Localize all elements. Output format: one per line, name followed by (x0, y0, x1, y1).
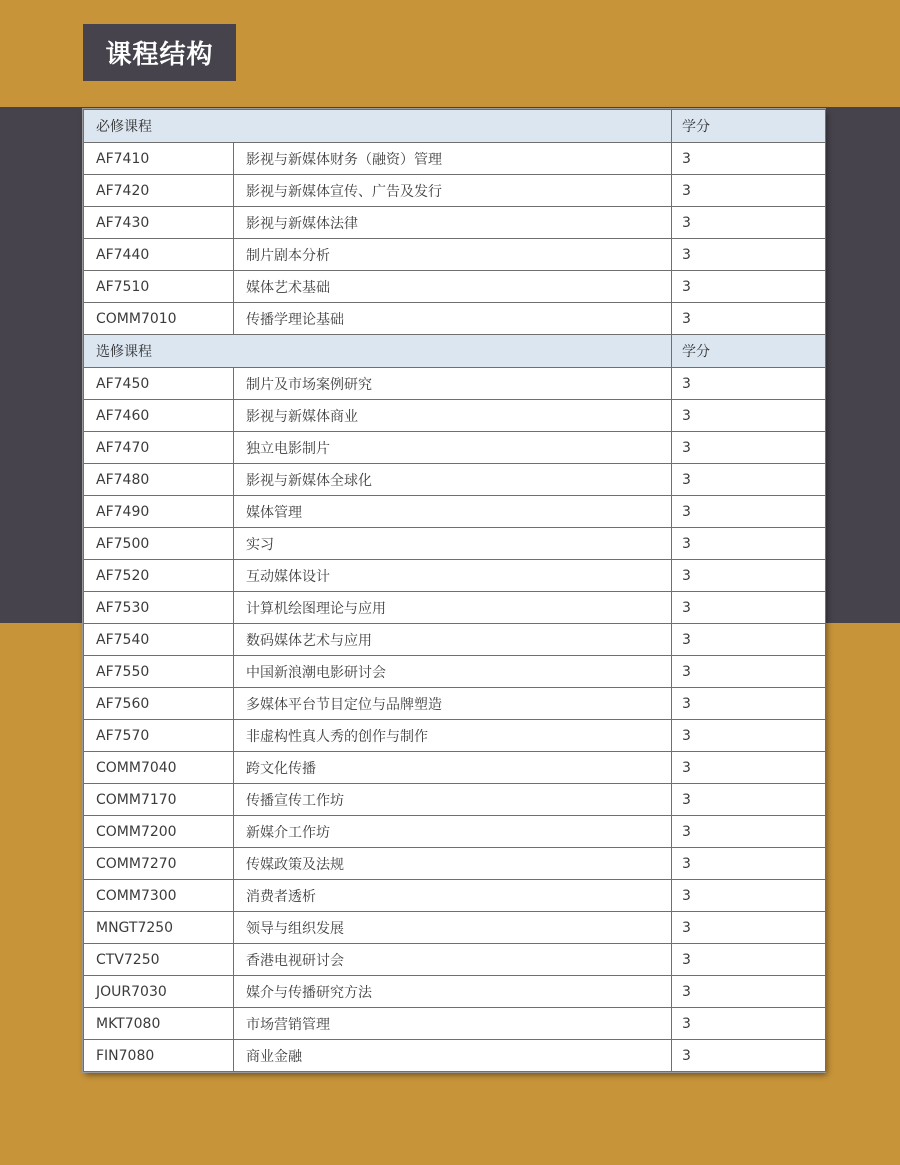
table-row (84, 207, 826, 239)
course-credit-cell: 3 (672, 528, 826, 560)
course-credit-cell: 3 (672, 1040, 826, 1072)
table-row (84, 848, 826, 880)
credit-column-header: 学分 (672, 110, 826, 143)
table-row (84, 624, 826, 656)
course-name-cell: 多媒体平台节目定位与品牌塑造 (234, 688, 672, 720)
section-title: 选修课程 (84, 335, 672, 368)
course-credit-cell: 3 (672, 143, 826, 175)
table-row (84, 1008, 826, 1040)
course-name-cell: 领导与组织发展 (234, 912, 672, 944)
course-credit-cell: 3 (672, 624, 826, 656)
course-code-cell: COMM7300 (84, 880, 234, 912)
course-code-cell: COMM7200 (84, 816, 234, 848)
course-name-cell: 独立电影制片 (234, 432, 672, 464)
course-code-cell: AF7480 (84, 464, 234, 496)
course-code-cell: COMM7170 (84, 784, 234, 816)
table-row (84, 976, 826, 1008)
table-row (84, 784, 826, 816)
table-row (84, 239, 826, 271)
course-name-cell: 非虚构性真人秀的创作与制作 (234, 720, 672, 752)
course-credit-cell: 3 (672, 944, 826, 976)
course-code-cell: AF7420 (84, 175, 234, 207)
course-code-cell: MKT7080 (84, 1008, 234, 1040)
course-credit-cell: 3 (672, 207, 826, 239)
course-code-cell: AF7560 (84, 688, 234, 720)
table-row (84, 175, 826, 207)
course-table-container (83, 109, 825, 1072)
course-credit-cell: 3 (672, 239, 826, 271)
course-name-cell: 传播宣传工作坊 (234, 784, 672, 816)
table-row (84, 303, 826, 335)
course-name-cell: 实习 (234, 528, 672, 560)
table-row (84, 560, 826, 592)
course-credit-cell: 3 (672, 912, 826, 944)
course-name-cell: 影视与新媒体全球化 (234, 464, 672, 496)
course-name-cell: 数码媒体艺术与应用 (234, 624, 672, 656)
course-code-cell: AF7410 (84, 143, 234, 175)
course-code-cell: AF7430 (84, 207, 234, 239)
course-credit-cell: 3 (672, 464, 826, 496)
course-code-cell: CTV7250 (84, 944, 234, 976)
course-code-cell: MNGT7250 (84, 912, 234, 944)
course-name-cell: 跨文化传播 (234, 752, 672, 784)
course-name-cell: 计算机绘图理论与应用 (234, 592, 672, 624)
course-code-cell: AF7500 (84, 528, 234, 560)
course-code-cell: AF7570 (84, 720, 234, 752)
course-structure-table (83, 109, 826, 1072)
course-code-cell: AF7550 (84, 656, 234, 688)
course-credit-cell: 3 (672, 784, 826, 816)
table-row (84, 944, 826, 976)
course-code-cell: AF7450 (84, 368, 234, 400)
course-code-cell: AF7440 (84, 239, 234, 271)
course-name-cell: 制片及市场案例研究 (234, 368, 672, 400)
table-row (84, 400, 826, 432)
course-credit-cell: 3 (672, 400, 826, 432)
course-name-cell: 新媒介工作坊 (234, 816, 672, 848)
table-row (84, 432, 826, 464)
course-name-cell: 互动媒体设计 (234, 560, 672, 592)
course-name-cell: 媒介与传播研究方法 (234, 976, 672, 1008)
course-credit-cell: 3 (672, 1008, 826, 1040)
course-code-cell: AF7490 (84, 496, 234, 528)
course-credit-cell: 3 (672, 880, 826, 912)
table-row (84, 528, 826, 560)
course-code-cell: AF7460 (84, 400, 234, 432)
table-row (84, 464, 826, 496)
course-code-cell: JOUR7030 (84, 976, 234, 1008)
course-code-cell: COMM7010 (84, 303, 234, 335)
course-code-cell: COMM7040 (84, 752, 234, 784)
course-credit-cell: 3 (672, 848, 826, 880)
course-name-cell: 制片剧本分析 (234, 239, 672, 271)
course-code-cell: FIN7080 (84, 1040, 234, 1072)
table-row (84, 592, 826, 624)
course-name-cell: 传媒政策及法规 (234, 848, 672, 880)
course-name-cell: 媒体艺术基础 (234, 271, 672, 303)
course-credit-cell: 3 (672, 752, 826, 784)
table-row (84, 271, 826, 303)
table-row (84, 496, 826, 528)
course-table-body (84, 110, 826, 1072)
course-code-cell: AF7540 (84, 624, 234, 656)
course-name-cell: 传播学理论基础 (234, 303, 672, 335)
table-row (84, 752, 826, 784)
course-credit-cell: 3 (672, 175, 826, 207)
course-credit-cell: 3 (672, 303, 826, 335)
course-credit-cell: 3 (672, 656, 826, 688)
course-name-cell: 香港电视研讨会 (234, 944, 672, 976)
course-code-cell: AF7510 (84, 271, 234, 303)
course-name-cell: 影视与新媒体法律 (234, 207, 672, 239)
table-row (84, 1040, 826, 1072)
page-title: 课程结构 (83, 24, 236, 81)
course-name-cell: 影视与新媒体宣传、广告及发行 (234, 175, 672, 207)
course-code-cell: AF7530 (84, 592, 234, 624)
course-credit-cell: 3 (672, 976, 826, 1008)
table-row (84, 880, 826, 912)
course-name-cell: 消费者透析 (234, 880, 672, 912)
course-code-cell: AF7470 (84, 432, 234, 464)
table-row (84, 368, 826, 400)
course-credit-cell: 3 (672, 720, 826, 752)
course-name-cell: 商业金融 (234, 1040, 672, 1072)
table-row (84, 816, 826, 848)
course-credit-cell: 3 (672, 560, 826, 592)
course-name-cell: 影视与新媒体财务（融资）管理 (234, 143, 672, 175)
course-code-cell: COMM7270 (84, 848, 234, 880)
table-row (84, 656, 826, 688)
course-name-cell: 媒体管理 (234, 496, 672, 528)
course-credit-cell: 3 (672, 496, 826, 528)
course-credit-cell: 3 (672, 816, 826, 848)
course-name-cell: 影视与新媒体商业 (234, 400, 672, 432)
table-row (84, 688, 826, 720)
section-header-row (84, 335, 826, 368)
course-credit-cell: 3 (672, 432, 826, 464)
credit-column-header: 学分 (672, 335, 826, 368)
table-row (84, 143, 826, 175)
course-credit-cell: 3 (672, 271, 826, 303)
section-title: 必修课程 (84, 110, 672, 143)
table-row (84, 912, 826, 944)
course-credit-cell: 3 (672, 368, 826, 400)
section-header-row (84, 110, 826, 143)
course-name-cell: 市场营销管理 (234, 1008, 672, 1040)
course-code-cell: AF7520 (84, 560, 234, 592)
course-name-cell: 中国新浪潮电影研讨会 (234, 656, 672, 688)
course-credit-cell: 3 (672, 688, 826, 720)
course-credit-cell: 3 (672, 592, 826, 624)
table-row (84, 720, 826, 752)
